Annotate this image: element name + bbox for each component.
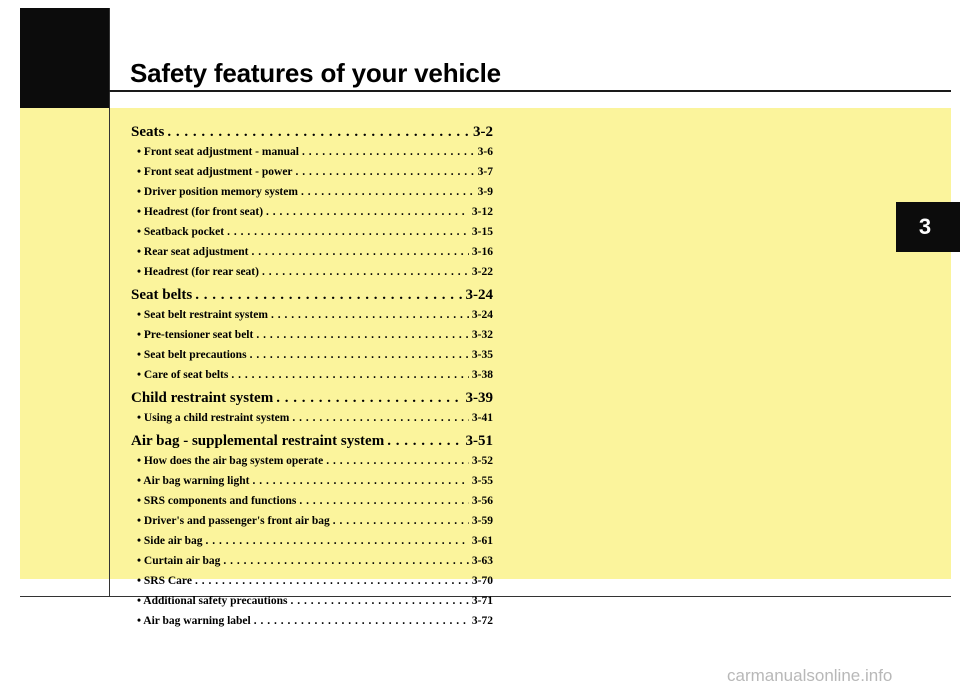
toc-entry-page: 3-72: [471, 615, 493, 627]
toc-entry-label: • Pre-tensioner seat belt: [137, 329, 254, 341]
toc-subsection-entry[interactable]: [131, 246, 493, 266]
toc-leader-dots: [195, 575, 469, 587]
toc-subsection-entry[interactable]: [131, 575, 493, 595]
toc-entry-label: • Side air bag: [137, 535, 203, 547]
chapter-tab: [896, 202, 960, 252]
toc-leader-dots: [195, 287, 462, 304]
toc-entry-page: 3-24: [465, 287, 493, 303]
toc-subsection-entry[interactable]: [131, 535, 493, 555]
toc-leader-dots: [231, 369, 469, 381]
toc-entry-page: 3-39: [465, 390, 493, 406]
toc-leader-dots: [292, 412, 469, 424]
toc-entry-page: 3-56: [471, 495, 493, 507]
toc-section-entry[interactable]: [131, 124, 493, 146]
toc-subsection-entry[interactable]: [131, 146, 493, 166]
toc-entry-page: 3-61: [471, 535, 493, 547]
toc-entry-label: • Using a child restraint system: [137, 412, 290, 424]
toc-leader-dots: [290, 595, 468, 607]
toc-leader-dots: [387, 433, 462, 450]
toc-leader-dots: [256, 329, 469, 341]
toc-subsection-entry[interactable]: [131, 266, 493, 286]
toc-entry-page: 3-59: [471, 515, 493, 527]
toc-subsection-entry[interactable]: [131, 595, 493, 615]
toc-entry-page: 3-71: [471, 595, 493, 607]
toc-entry-label: • Driver's and passenger's front air bag: [137, 515, 330, 527]
toc-entry-label: Air bag - supplemental restraint system: [131, 433, 385, 449]
toc-entry-label: • How does the air bag system operate: [137, 455, 324, 467]
toc-subsection-entry[interactable]: [131, 495, 493, 515]
toc-subsection-entry[interactable]: [131, 615, 493, 635]
toc-entry-page: 3-15: [471, 226, 493, 238]
toc-entry-label: • SRS components and functions: [137, 495, 297, 507]
toc-entry-page: 3-2: [473, 124, 493, 140]
toc-entry-page: 3-7: [477, 166, 493, 178]
toc-subsection-entry[interactable]: [131, 226, 493, 246]
toc-section-entry[interactable]: [131, 433, 493, 455]
toc-entry-page: 3-32: [471, 329, 493, 341]
toc-entry-label: • Care of seat belts: [137, 369, 229, 381]
toc-entry-page: 3-41: [471, 412, 493, 424]
toc-entry-label: • Front seat adjustment - manual: [137, 146, 299, 158]
toc-entry-page: 3-35: [471, 349, 493, 361]
toc-entry-label: • Air bag warning light: [137, 475, 250, 487]
toc-subsection-entry[interactable]: [131, 309, 493, 329]
toc-subsection-entry[interactable]: [131, 475, 493, 495]
toc-entry-page: 3-52: [471, 455, 493, 467]
toc-leader-dots: [252, 475, 468, 487]
toc-entry-label: Child restraint system: [131, 390, 274, 406]
toc-leader-dots: [276, 390, 462, 407]
page-title: Safety features of your vehicle: [130, 58, 501, 88]
toc-entry-label: • Additional safety precautions: [137, 595, 288, 607]
toc-leader-dots: [254, 615, 469, 627]
chapter-number: 3: [918, 214, 932, 239]
title-underline: [109, 90, 951, 92]
toc-subsection-entry[interactable]: [131, 329, 493, 349]
toc-leader-dots: [227, 226, 469, 238]
toc-leader-dots: [302, 146, 475, 158]
toc-entry-label: • Seat belt precautions: [137, 349, 247, 361]
toc-subsection-entry[interactable]: [131, 186, 493, 206]
toc-entry-label: • Curtain air bag: [137, 555, 221, 567]
toc-subsection-entry[interactable]: [131, 555, 493, 575]
toc-subsection-entry[interactable]: [131, 166, 493, 186]
table-of-contents: [131, 123, 493, 635]
toc-entry-page: 3-22: [471, 266, 493, 278]
toc-entry-label: • SRS Care: [137, 575, 192, 587]
left-vertical-rule: [109, 8, 110, 596]
toc-entry-page: 3-9: [477, 186, 493, 198]
toc-leader-dots: [296, 166, 475, 178]
toc-entry-label: • Seat belt restraint system: [137, 309, 268, 321]
toc-entry-label: • Headrest (for rear seat): [137, 266, 259, 278]
toc-leader-dots: [250, 349, 469, 361]
toc-leader-dots: [333, 515, 469, 527]
toc-subsection-entry[interactable]: [131, 349, 493, 369]
toc-entry-label: • Seatback pocket: [137, 226, 225, 238]
toc-leader-dots: [167, 124, 470, 141]
toc-subsection-entry[interactable]: [131, 455, 493, 475]
toc-leader-dots: [262, 266, 469, 278]
toc-subsection-entry[interactable]: [131, 412, 493, 432]
toc-entry-page: 3-16: [471, 246, 493, 258]
toc-entry-page: 3-24: [471, 309, 493, 321]
toc-entry-label: • Front seat adjustment - power: [137, 166, 293, 178]
toc-leader-dots: [223, 555, 469, 567]
toc-entry-page: 3-12: [471, 206, 493, 218]
corner-black-block: [20, 8, 109, 108]
toc-entry-page: 3-51: [465, 433, 493, 449]
toc-subsection-entry[interactable]: [131, 369, 493, 389]
toc-subsection-entry[interactable]: [131, 206, 493, 226]
watermark: carmanualsonline.info: [727, 666, 893, 685]
toc-leader-dots: [271, 309, 469, 321]
toc-leader-dots: [301, 186, 475, 198]
toc-leader-dots: [251, 246, 468, 258]
toc-leader-dots: [299, 495, 469, 507]
toc-entry-page: 3-38: [471, 369, 493, 381]
toc-leader-dots: [326, 455, 469, 467]
toc-entry-label: • Headrest (for front seat): [137, 206, 264, 218]
toc-entry-page: 3-55: [471, 475, 493, 487]
toc-entry-page: 3-70: [471, 575, 493, 587]
toc-section-entry[interactable]: [131, 287, 493, 309]
toc-entry-label: • Air bag warning label: [137, 615, 251, 627]
toc-subsection-entry[interactable]: [131, 515, 493, 535]
toc-leader-dots: [266, 206, 469, 218]
toc-entry-page: 3-63: [471, 555, 493, 567]
toc-section-entry[interactable]: [131, 390, 493, 412]
toc-entry-label: • Driver position memory system: [137, 186, 298, 198]
toc-entry-label: Seats: [131, 124, 165, 140]
toc-entry-label: Seat belts: [131, 287, 193, 303]
toc-entry-page: 3-6: [477, 146, 493, 158]
toc-leader-dots: [205, 535, 468, 547]
toc-entry-label: • Rear seat adjustment: [137, 246, 249, 258]
